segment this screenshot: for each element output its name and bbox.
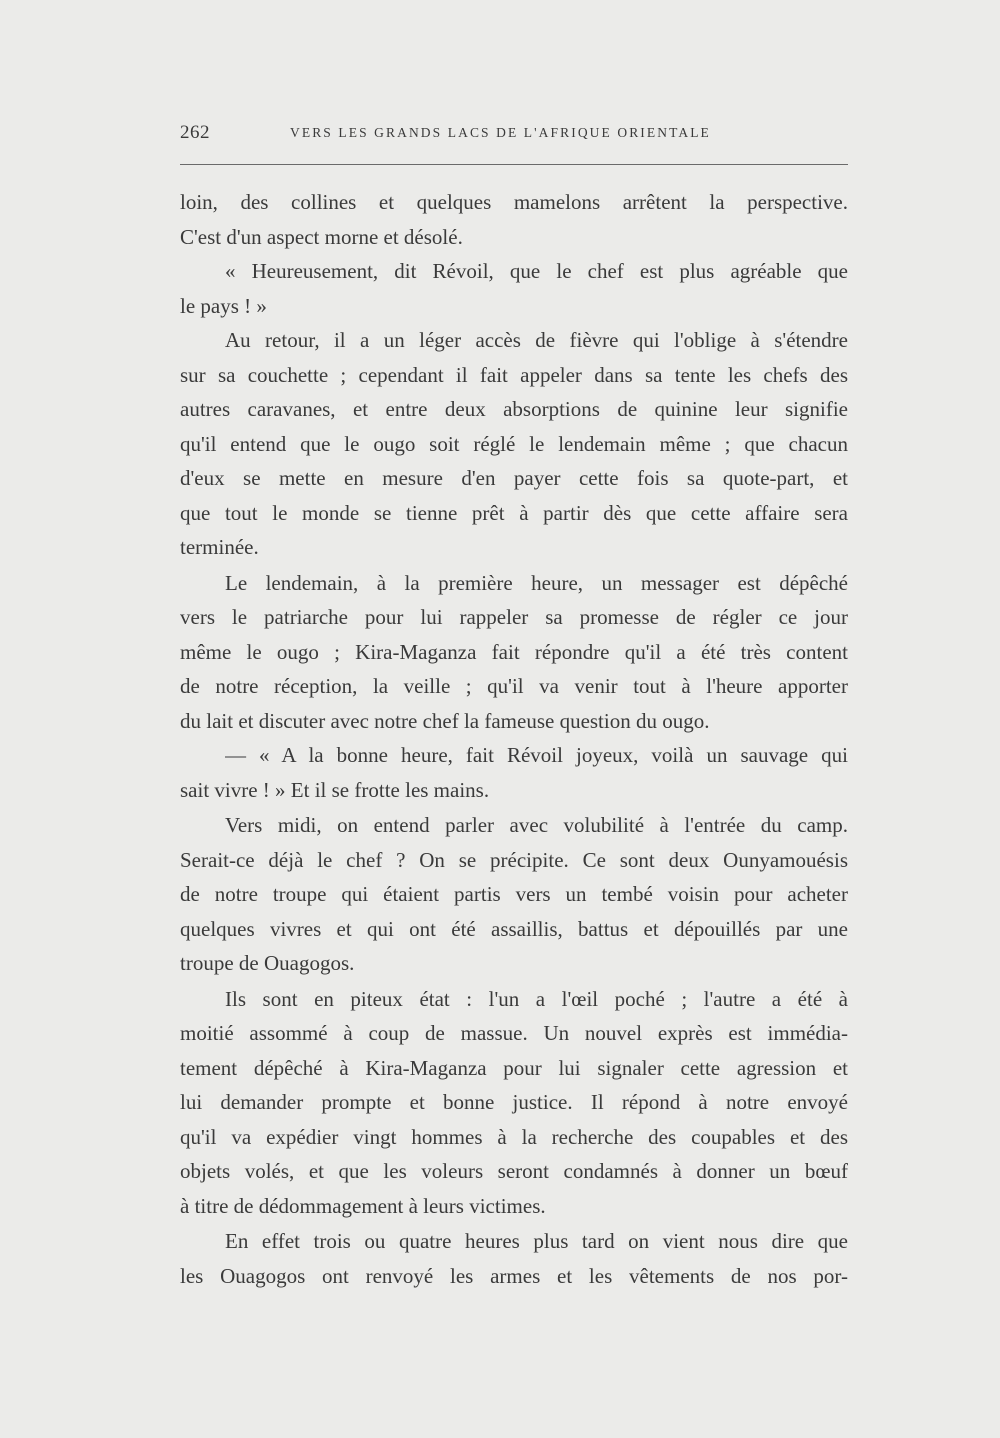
text-line: de notre troupe qui étaient partis vers un tembé voisin pour acheter: [180, 882, 848, 906]
text-line: autres caravanes, et entre deux absorptions de quinine leur signifie: [180, 397, 848, 421]
page-body: [180, 185, 848, 1293]
text-line: « Heureusement, dit Révoil, que le chef est plus agréable que: [225, 259, 848, 283]
running-head: VERS LES GRANDS LACS DE L'AFRIQUE ORIENTALE: [290, 125, 711, 140]
text-line: En effet trois ou quatre heures plus tard on vient nous dire que: [225, 1229, 848, 1253]
text-line: qu'il va expédier vingt hommes à la recherche des coupables et des: [180, 1124, 848, 1149]
text-line: que tout le monde se tienne prêt à partir dès que cette affaire sera: [180, 500, 848, 525]
text-line: quelques vivres et qui ont été assaillis, battus et dépouillés par une: [180, 916, 848, 941]
text-line: sait vivre ! » Et il se frotte les mains.: [180, 777, 490, 802]
text-line: Serait-ce déjà le chef ? On se précipite. Ce sont deux Ounyamouésis: [180, 847, 848, 872]
text-line: sur sa couchette ; cependant il fait appeler dans sa tente les chefs des: [180, 362, 848, 387]
text-line: — « A la bonne heure, fait Révoil joyeux, voilà un sauvage qui: [225, 743, 848, 767]
text-line: terminée.: [180, 535, 259, 559]
text-line: objets volés, et que les voleurs seront condamnés à donner un bœuf: [180, 1159, 848, 1183]
text-line: tement dépêché à Kira-Maganza pour lui signaler cette agression et: [180, 1055, 848, 1080]
text-line: de notre réception, la veille ; qu'il va venir tout à l'heure apporter: [180, 674, 848, 698]
text-line: d'eux se mette en mesure d'en payer cette fois sa quote-part, et: [180, 466, 848, 490]
text-line: vers le patriarche pour lui rappeler sa promesse de régler ce jour: [180, 605, 848, 629]
text-line: Le lendemain, à la première heure, un messager est dépêché: [225, 570, 848, 595]
text-line: les Ouagogos ont renvoyé les armes et les vêtements de nos por-: [180, 1263, 848, 1288]
text-line: le pays ! »: [180, 293, 267, 318]
text-line: du lait et discuter avec notre chef la fameuse question du ougo.: [180, 708, 710, 733]
text-line: Au retour, il a un léger accès de fièvre qui l'oblige à s'étendre: [225, 328, 848, 352]
page-header: [180, 122, 848, 146]
text-line: loin, des collines et quelques mamelons arrêtent la perspective.: [180, 190, 848, 214]
header-rule: [180, 164, 848, 165]
text-line: moitié assommé à coup de massue. Un nouvel exprès est immédia-: [180, 1021, 848, 1045]
text-line: à titre de dédommagement à leurs victimes.: [180, 1193, 546, 1218]
text-line: même le ougo ; Kira-Maganza fait répondre qu'il a été très content: [180, 639, 848, 664]
text-line: troupe de Ouagogos.: [180, 951, 355, 975]
text-line: qu'il entend que le ougo soit réglé le lendemain même ; que chacun: [180, 431, 848, 456]
page-number: 262: [180, 122, 210, 143]
text-line: lui demander prompte et bonne justice. Il répond à notre envoyé: [180, 1090, 848, 1114]
text-line: Vers midi, on entend parler avec volubilité à l'entrée du camp.: [225, 813, 848, 837]
text-line: C'est d'un aspect morne et désolé.: [180, 224, 463, 249]
text-line: Ils sont en piteux état : l'un a l'œil poché ; l'autre a été à: [225, 986, 848, 1011]
